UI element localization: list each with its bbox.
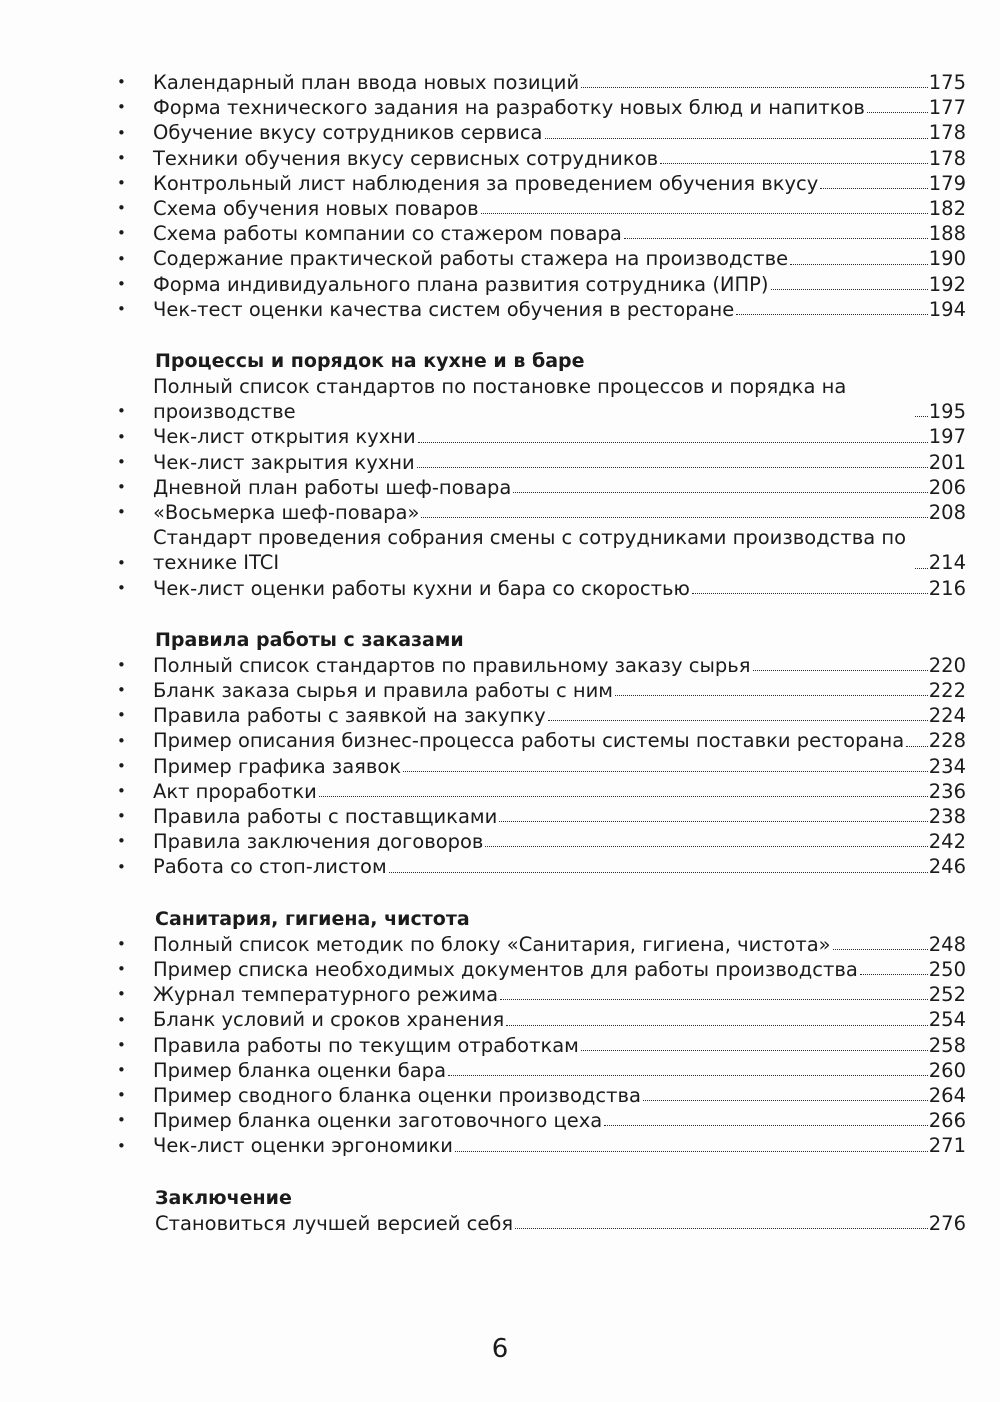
bullet-marker: • (117, 478, 126, 497)
entry-title: Журнал температурного режима (153, 983, 499, 1007)
entry-title: «Восьмерка шеф-повара» (153, 501, 420, 525)
bullet-marker: • (117, 1136, 126, 1155)
bullet-marker: • (117, 174, 126, 193)
entry-title: Правила работы с заявкой на закупку (153, 704, 546, 728)
entry-page-number: 228 (928, 729, 966, 753)
dot-leader (906, 746, 928, 747)
dot-leader (660, 163, 928, 164)
entry-title: Правила работы по текущим отработкам (153, 1033, 579, 1057)
entry-title: Полный список стандартов по правильному заказу сырья (153, 653, 751, 677)
toc-entry[interactable] (0, 146, 1000, 171)
dot-leader (692, 593, 928, 594)
entry-page-number: 214 (928, 551, 966, 575)
entry-title: Бланк условий и сроков хранения (153, 1008, 505, 1032)
toc-section (0, 628, 1000, 880)
toc-entry[interactable] (0, 653, 1000, 678)
entry-page-number: 201 (928, 450, 966, 474)
bullet-marker: • (117, 578, 126, 597)
toc-entry[interactable] (0, 1058, 1000, 1083)
toc-entry[interactable] (0, 475, 1000, 500)
bullet-marker: • (117, 857, 126, 876)
entry-title: Чек-лист оценки эргономики (153, 1134, 453, 1158)
entry-title: Обучение вкусу сотрудников сервиса (153, 121, 543, 145)
entry-page-number: 188 (928, 222, 966, 246)
entry-page-number: 175 (928, 71, 966, 94)
entry-title: Пример сводного бланка оценки производства (153, 1083, 641, 1107)
entry-title: Пример списка необходимых документов для работы производства (153, 957, 858, 981)
toc-entry[interactable] (0, 246, 1000, 271)
entry-page-number: 246 (928, 855, 966, 879)
toc-entry[interactable] (0, 804, 1000, 829)
dot-leader (860, 974, 928, 975)
bullet-marker: • (117, 756, 126, 775)
dot-leader (867, 112, 928, 113)
toc-entry[interactable] (0, 1133, 1000, 1158)
entry-page-number: 254 (928, 1008, 966, 1032)
dot-leader (499, 821, 927, 822)
dot-leader (485, 846, 927, 847)
entry-page-number: 216 (928, 576, 966, 600)
bullet-marker: • (117, 427, 126, 446)
toc-entry[interactable] (0, 779, 1000, 804)
dot-leader (753, 670, 928, 671)
bullet-marker: • (117, 1060, 126, 1079)
dot-leader (581, 1050, 928, 1051)
dot-leader (790, 264, 928, 265)
bullet-marker: • (117, 123, 126, 142)
toc-entry[interactable] (0, 1211, 1000, 1236)
entry-title: Правила работы с поставщиками (153, 805, 498, 829)
bullet-marker: • (117, 731, 126, 750)
toc-entry[interactable] (0, 1033, 1000, 1058)
entry-page-number: 252 (928, 983, 966, 1007)
toc-entry[interactable] (0, 500, 1000, 525)
entry-title: Календарный план ввода новых позиций (153, 71, 580, 94)
entry-title: Акт проработки (153, 779, 317, 803)
entry-page-number: 178 (928, 121, 966, 145)
bullet-marker: • (117, 1111, 126, 1130)
entry-title: Форма технического задания на разработку новых блюд и напитков (153, 96, 865, 120)
dot-leader (833, 949, 928, 950)
entry-page-number: 276 (928, 1211, 966, 1235)
toc-entry[interactable] (0, 70, 1000, 95)
toc-entry[interactable] (0, 678, 1000, 703)
dot-leader (615, 695, 928, 696)
toc-entry[interactable] (0, 196, 1000, 221)
toc-section (0, 349, 1000, 601)
section-heading: Санитария, гигиена, чистота (155, 907, 470, 930)
entry-title: Полный список стандартов по постановке процессов и порядка на производстве (153, 375, 847, 424)
bullet-marker: • (117, 807, 126, 826)
toc-entry[interactable] (0, 576, 1000, 601)
toc-section (0, 1186, 1000, 1236)
entry-page-number: 179 (928, 171, 966, 195)
entry-title: Бланк заказа сырья и правила работы с ним (153, 679, 614, 703)
dot-leader (545, 138, 928, 139)
entry-title: Чек-лист закрытия кухни (153, 450, 415, 474)
dot-leader (820, 188, 927, 189)
dot-leader (915, 568, 928, 569)
entry-title: Содержание практической работы стажера на производстве (153, 247, 789, 271)
dot-leader (481, 213, 928, 214)
entry-page-number: 222 (928, 679, 966, 703)
entry-title: Полный список методик по блоку «Санитария, гигиена, чистота» (153, 932, 831, 956)
toc-entry[interactable] (0, 703, 1000, 728)
entry-title: Чек-лист открытия кухни (153, 425, 416, 449)
toc-entry[interactable] (0, 982, 1000, 1007)
dot-leader (624, 238, 928, 239)
dot-leader (771, 289, 928, 290)
page-number-footer: 6 (491, 1334, 509, 1364)
toc-entry[interactable] (0, 424, 1000, 449)
entry-page-number: 190 (928, 247, 966, 271)
bullet-marker: • (117, 274, 126, 293)
entry-title: Схема обучения новых поваров (153, 197, 479, 221)
dot-leader (643, 1100, 928, 1101)
dot-leader (418, 442, 928, 443)
toc-entry[interactable] (0, 728, 1000, 753)
section-heading: Заключение (155, 1186, 292, 1209)
entry-page-number: 224 (928, 704, 966, 728)
entry-page-number: 206 (928, 475, 966, 499)
bullet-marker: • (117, 452, 126, 471)
bullet-marker: • (117, 706, 126, 725)
bullet-marker: • (117, 934, 126, 953)
bullet-marker: • (117, 249, 126, 268)
dot-leader (421, 517, 927, 518)
entry-title: Техники обучения вкусу сервисных сотрудников (153, 146, 659, 170)
entry-page-number: 194 (928, 297, 966, 321)
dot-leader (500, 999, 928, 1000)
toc-entry[interactable] (0, 754, 1000, 779)
toc-entry[interactable] (0, 854, 1000, 879)
entry-page-number: 197 (928, 425, 966, 449)
toc-entry[interactable] (0, 95, 1000, 120)
toc-entry[interactable] (0, 1108, 1000, 1133)
toc-entry[interactable] (0, 120, 1000, 145)
bullet-marker: • (117, 224, 126, 243)
toc-entry[interactable] (0, 221, 1000, 246)
entry-title: Пример графика заявок (153, 754, 402, 778)
bullet-marker: • (117, 681, 126, 700)
bullet-marker: • (117, 960, 126, 979)
toc-entry[interactable] (0, 932, 1000, 957)
entry-title: Чек-лист оценки работы кухни и бара со скоростью (153, 576, 690, 600)
entry-page-number: 238 (928, 805, 966, 829)
entry-title: Форма индивидуального плана развития сотрудника (ИПР) (153, 272, 769, 296)
bullet-marker: • (117, 832, 126, 851)
entry-title: Пример бланка оценки бара (153, 1058, 447, 1082)
section-heading: Правила работы с заказами (155, 628, 464, 651)
entry-page-number: 234 (928, 754, 966, 778)
section-heading: Процессы и порядок на кухне и в баре (155, 350, 585, 373)
bullet-marker: • (117, 199, 126, 218)
bullet-marker: • (117, 300, 126, 319)
toc-section (0, 907, 1000, 1159)
entry-title: Чек-тест оценки качества систем обучения в ресторане (153, 297, 735, 321)
table-of-contents (0, 70, 1000, 1263)
entry-title: Контрольный лист наблюдения за проведением обучения вкусу (153, 171, 819, 195)
entry-title: Становиться лучшей версией себя (155, 1211, 514, 1235)
entry-page-number: 182 (928, 197, 966, 221)
bullet-marker: • (117, 553, 126, 572)
toc-entry[interactable] (0, 957, 1000, 982)
dot-leader (455, 1151, 928, 1152)
bullet-marker: • (117, 782, 126, 801)
bullet-marker: • (117, 98, 126, 117)
dot-leader (581, 87, 928, 88)
entry-page-number: 177 (928, 96, 966, 120)
bullet-marker: • (117, 656, 126, 675)
bullet-marker: • (117, 148, 126, 167)
bullet-marker: • (117, 503, 126, 522)
entry-title: Пример бланка оценки заготовочного цеха (153, 1109, 603, 1133)
toc-entry[interactable] (0, 450, 1000, 475)
bullet-marker: • (117, 73, 126, 92)
toc-entry[interactable] (0, 272, 1000, 297)
entry-page-number: 195 (928, 400, 966, 424)
entry-page-number: 192 (928, 272, 966, 296)
dot-leader (515, 1228, 928, 1229)
bullet-marker: • (117, 1086, 126, 1105)
dot-leader (448, 1075, 928, 1076)
dot-leader (548, 720, 928, 721)
entry-page-number: 178 (928, 146, 966, 170)
toc-entry[interactable] (0, 1007, 1000, 1032)
toc-entry[interactable] (0, 525, 1000, 575)
entry-page-number: 271 (928, 1134, 966, 1158)
dot-leader (389, 872, 928, 873)
entry-title: Дневной план работы шеф-повара (153, 475, 512, 499)
dot-leader (604, 1125, 928, 1126)
entry-page-number: 248 (928, 932, 966, 956)
dot-leader (513, 492, 927, 493)
toc-entry[interactable] (0, 171, 1000, 196)
entry-page-number: 258 (928, 1033, 966, 1057)
bullet-marker: • (117, 985, 126, 1004)
bullet-marker: • (117, 1010, 126, 1029)
dot-leader (417, 467, 928, 468)
dot-leader (736, 314, 927, 315)
entry-page-number: 264 (928, 1083, 966, 1107)
toc-entry[interactable] (0, 374, 1000, 424)
entry-title: Схема работы компании со стажером повара (153, 222, 622, 246)
entry-title: Правила заключения договоров (153, 830, 484, 854)
entry-page-number: 250 (928, 957, 966, 981)
entry-page-number: 220 (928, 653, 966, 677)
entry-title: Работа со стоп-листом (153, 855, 387, 879)
bullet-marker: • (117, 402, 126, 421)
entry-page-number: 266 (928, 1109, 966, 1133)
dot-leader (915, 416, 928, 417)
entry-page-number: 260 (928, 1058, 966, 1082)
toc-entry[interactable] (0, 297, 1000, 322)
entry-page-number: 236 (928, 779, 966, 803)
entry-title: Пример описания бизнес-процесса работы системы поставки ресторана (153, 729, 905, 753)
dot-leader (319, 796, 928, 797)
dot-leader (403, 771, 928, 772)
toc-entry[interactable] (0, 1083, 1000, 1108)
dot-leader (506, 1025, 927, 1026)
entry-title: Стандарт проведения собрания смены с сотрудниками производства по технике ITCI (153, 526, 907, 575)
bullet-marker: • (117, 1035, 126, 1054)
toc-section (0, 70, 1000, 322)
entry-page-number: 208 (928, 501, 966, 525)
toc-entry[interactable] (0, 829, 1000, 854)
entry-page-number: 242 (928, 830, 966, 854)
